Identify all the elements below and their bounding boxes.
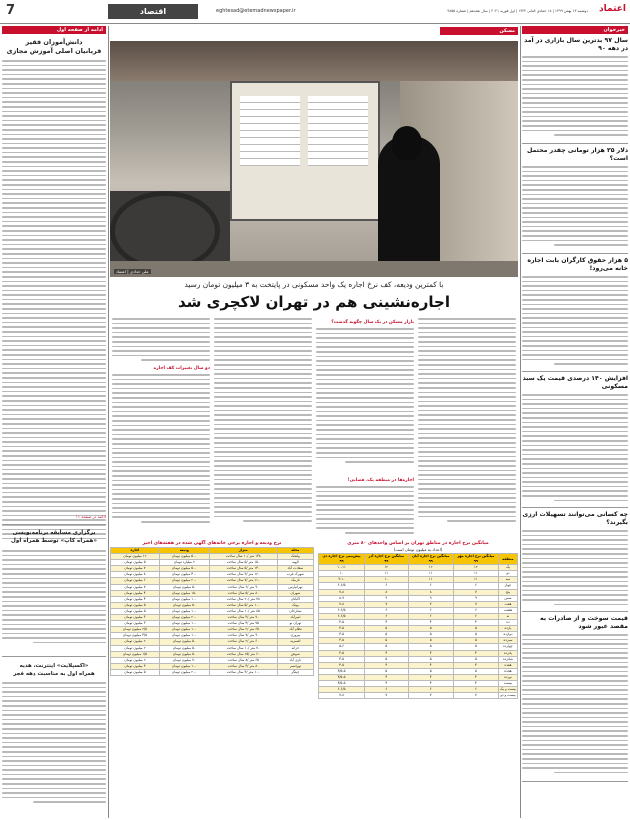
- table-cell: ۴-۵: [319, 650, 365, 656]
- table-cell: سیزده: [498, 638, 517, 644]
- table-cell: ۵: [408, 644, 453, 650]
- table-cell: ۴: [453, 680, 498, 686]
- ad-box-1-body: [2, 550, 106, 654]
- table-cell: شهران: [277, 590, 313, 596]
- table-cell: ۴: [408, 620, 453, 626]
- newspaper-logo: اعتماد: [599, 4, 626, 14]
- table-cell: ۶: [453, 687, 498, 693]
- table-cell: نه: [498, 613, 517, 619]
- table-cell: ۷-۸: [319, 589, 365, 595]
- table-cell: ۶: [408, 687, 453, 693]
- news-item-body: [522, 530, 628, 610]
- table-cell: ۴/۵-۵: [319, 668, 365, 674]
- table2: [110, 547, 314, 676]
- table-cell: ۴: [453, 620, 498, 626]
- table-cell: ۶-۶/۵: [319, 613, 365, 619]
- news-item-body: [522, 56, 628, 142]
- table-cell: ۴: [365, 674, 409, 680]
- table-cell: ۲ میلیارد تومان: [159, 560, 209, 566]
- table-cell: ۱۰۰ میلیون تومان: [159, 627, 209, 633]
- table-cell: ۵: [365, 656, 409, 662]
- table-cell: پانزده: [498, 650, 517, 656]
- table-cell: ۸-۹: [319, 595, 365, 601]
- table-cell: ۱۱: [453, 577, 498, 583]
- table-cell: ۳ میلیون تومان: [111, 621, 160, 627]
- table-cell: ۷۰ متر /۳ سال ساخت: [209, 615, 277, 621]
- table-cell: ۱۲: [453, 565, 498, 571]
- table-cell: ۱۳۸ متر /۱۰ سال ساخت: [209, 554, 277, 560]
- table-cell: بیست و یک: [499, 687, 516, 692]
- table-cell: هفت: [498, 601, 517, 607]
- table2-header: متراژ: [209, 548, 277, 554]
- left-column: [2, 26, 106, 818]
- right-column-label: خبرخوان: [522, 26, 628, 34]
- table-cell: نازی آباد: [277, 657, 313, 663]
- table-cell: بیست و دو: [500, 693, 516, 698]
- table-cell: ۲ میلیون تومان: [111, 657, 160, 663]
- table-cell: ۵: [365, 638, 409, 644]
- news-item: [522, 508, 628, 612]
- table-cell: ۵: [365, 668, 409, 674]
- table-cell: هفده: [498, 662, 517, 668]
- table-cell: ۶: [453, 613, 498, 619]
- table-cell: ۴: [408, 674, 453, 680]
- table-cell: نظام آباد: [277, 627, 313, 633]
- table-cell: افسریه: [277, 639, 313, 645]
- table-cell: ۵: [453, 638, 498, 644]
- table-cell: ۴-۵: [319, 620, 365, 626]
- news-item-title: قیمت سوخت و از صادرات به مقصد عبور شود: [539, 615, 628, 630]
- table-cell: خزانه: [277, 645, 313, 651]
- table-cell: ۱۱: [365, 571, 409, 577]
- table-cell: ۶: [453, 583, 498, 589]
- table-cell: ۶: [365, 607, 409, 613]
- table-cell: ۱۱: [453, 571, 498, 577]
- table2-title: نرخ ودیعه و اجاره برخی خانه‌های آگهی شده در هفته‌های اخیر: [142, 541, 282, 546]
- table-cell: ۳ میلیون تومان: [111, 663, 160, 669]
- ad-box-1-title-2: «همراه کاپ» توسط همراه اول: [11, 538, 97, 544]
- table-cell: ۴-۵: [319, 626, 365, 632]
- table-cell: ۷-۸: [319, 601, 365, 607]
- photo-credit: علی حدادی | اعتماد: [116, 269, 149, 274]
- table-cell: ۵۰۰ میلیون تومان: [159, 566, 209, 572]
- table-cell: ۶: [408, 607, 453, 613]
- table-cell: ۷۸ متر /۲۰ سال ساخت: [209, 596, 277, 602]
- table-cell: ۷۵ متر /۴ سال ساخت: [209, 621, 277, 627]
- table-cell: بیست: [498, 680, 517, 686]
- table-cell: ۱۰۰ میلیون تومان: [159, 663, 209, 669]
- table-cell: ۴: [453, 662, 498, 668]
- table-cell: ۶: [408, 583, 453, 589]
- table-cell: ۱۰۰ میلیون تومان: [159, 621, 209, 627]
- article-photo: [110, 41, 518, 277]
- table-cell: ۹۰ متر /۷ سال ساخت: [209, 633, 277, 639]
- table-cell: شانزده: [498, 656, 517, 662]
- table-cell: ۶: [365, 687, 409, 693]
- news-item-title: ۵ هزار حقوق کارگران بابت اجاره خانه می‌رود!: [527, 257, 628, 272]
- page-number: 7: [6, 3, 16, 18]
- table-cell: ۷: [453, 589, 498, 595]
- table-cell: ۵ میلیون تومان: [111, 602, 160, 608]
- table-cell: ۶-۶/۵: [319, 583, 365, 589]
- table-cell: ۶ میلیون تومان: [111, 578, 160, 584]
- news-item-body: [522, 276, 628, 370]
- table-cell: ۲۰۰ میلیون تومان: [159, 578, 209, 584]
- article-subhead: با کمترین ودیعه، کف نرخ اجاره یک واحد مسکونی در پایتخت به ۳ میلیون تومان رسید: [184, 280, 444, 289]
- column-rule: [520, 26, 521, 818]
- table-cell: چیتگر: [277, 669, 313, 675]
- table1-header: میانگین نرخ اجاره آذر ۹۹: [365, 554, 409, 565]
- table-cell: ۶۵ متر /۸ سال ساخت: [209, 657, 277, 663]
- table-cell: ۴: [365, 620, 409, 626]
- table-cell: ۴: [408, 680, 453, 686]
- table-cell: ۶: [408, 613, 453, 619]
- table-cell: ۸۰ متر /۵ سال ساخت: [209, 590, 277, 596]
- divider: [2, 524, 106, 525]
- table-cell: ۵ میلیون تومان: [111, 669, 160, 675]
- table-cell: تهران نو: [277, 621, 313, 627]
- table2-header: ودیعه: [159, 548, 209, 554]
- table-cell: ۵۰ میلیون تومان: [159, 645, 209, 651]
- article-column-4b: [112, 374, 210, 538]
- table-cell: ۷: [408, 601, 453, 607]
- table-cell: ۶: [365, 583, 409, 589]
- table-row: [319, 693, 518, 699]
- table-cell: ۵ میلیون تومان: [111, 608, 160, 614]
- article-column-2b: [316, 486, 414, 538]
- table-cell: ۸۵ متر /۱۰ سال ساخت: [209, 608, 277, 614]
- table2-header: محله: [277, 548, 313, 554]
- table-cell: ۴: [365, 680, 409, 686]
- table1-note: (اعداد به میلیون تومان است): [393, 547, 443, 552]
- table-cell: ۱۰۰ متر /۳ سال ساخت: [209, 669, 277, 675]
- table-cell: ۶۰ متر /۲ سال ساخت: [209, 639, 277, 645]
- table-cell: ۴: [408, 650, 453, 656]
- table-cell: ده: [498, 620, 517, 626]
- table-cell: ۷-۸: [319, 693, 365, 699]
- column-label: ادامه از صفحه اول: [2, 26, 106, 34]
- table-cell: ۲۰۰ میلیون تومان: [159, 669, 209, 675]
- table-cell: دوازده: [498, 632, 517, 638]
- table-cell: ۱۰۰ متر /۵ سال ساخت: [209, 602, 277, 608]
- table-cell: ۱/۵ میلیون تومان: [111, 651, 160, 657]
- table-cell: ۹: [365, 595, 409, 601]
- table-cell: ۱۰: [365, 577, 409, 583]
- table-cell: پونک: [277, 602, 313, 608]
- date-line: دوشنبه ۱۳ بهمن ۱۳۹۹ | ۱۸ جمادی الثانی ۱۴۴۲ | اول فوریه ۲۰۲۱ | سال هجدهم | شماره ۴۸۵۵: [447, 9, 588, 13]
- table-cell: ۴ میلیون تومان: [111, 596, 160, 602]
- article-sub-3: دو سال تغییرات کف اجاره: [153, 366, 210, 371]
- news-item: [522, 254, 628, 372]
- article-column-4: [112, 318, 210, 364]
- table-cell: ۱۲۰ متر /۳ سال ساخت: [209, 572, 277, 578]
- news-item-title: سال ۹۷ بدترین سال بازاری در آمد در دهه ۹۰: [524, 37, 628, 52]
- table-cell: ۶۵ متر /۲ سال ساخت: [209, 627, 277, 633]
- main-kicker: مسکن: [440, 27, 518, 35]
- table-cell: ۱۵۰ متر /۵ سال ساخت: [209, 560, 277, 566]
- table-cell: ۵۰ میلیون تومان: [159, 602, 209, 608]
- table-cell: شوش: [277, 651, 313, 657]
- table1: [318, 553, 518, 699]
- table-cell: ۵-۶: [319, 644, 365, 650]
- article-headline: اجاره‌نشینی هم در تهران لاکچری شد: [177, 293, 450, 311]
- table-cell: ۴/۵-۵: [319, 680, 365, 686]
- table-cell: ۱۱: [408, 571, 453, 577]
- news-item-body: [522, 166, 628, 252]
- table-cell: ۵: [365, 626, 409, 632]
- table-cell: ۹۰ متر /۶ سال ساخت: [209, 584, 277, 590]
- table1-header: میانگین نرخ اجاره آبان ۹۹: [408, 554, 453, 565]
- table-cell: ۷ میلیون تومان: [111, 584, 160, 590]
- news-item-title: افزایش ۱۴۰ درصدی قیمت یک سبد مسکونی: [522, 375, 628, 390]
- table-cell: ۵۰ میلیون تومان: [159, 584, 209, 590]
- table1-title: میانگین نرخ اجاره در مناطق تهران بر اساس واحدهای ۸۰ متری: [347, 541, 489, 546]
- table-cell: ۱۲ میلیون تومان: [111, 554, 160, 560]
- table2-header: اجاره: [111, 548, 160, 554]
- article-column-2: [316, 328, 414, 478]
- table-cell: اکباتان: [277, 596, 313, 602]
- column-rule: [108, 26, 109, 818]
- table-cell: ۴: [453, 674, 498, 680]
- table-cell: ۵ میلیون تومان: [111, 560, 160, 566]
- table-cell: سه: [498, 577, 517, 583]
- table-cell: شش: [498, 595, 517, 601]
- news-item-title: چه کسانی می‌توانند تسهیلات ارزی بگیرند؟: [522, 511, 628, 526]
- section-name: اقتصاد: [108, 4, 198, 19]
- table-cell: ۲ میلیون تومان: [111, 645, 160, 651]
- listing-table: [110, 540, 314, 818]
- table-cell: امیرآباد: [277, 615, 313, 621]
- table-cell: ۱۱۰ متر /۷ سال ساخت: [209, 578, 277, 584]
- table-cell: شهرک غرب: [277, 572, 313, 578]
- table-cell: ۵: [453, 656, 498, 662]
- table-cell: ۵: [365, 632, 409, 638]
- news-item: [522, 34, 628, 144]
- table-cell: ۵: [453, 644, 498, 650]
- ad-box-2-body: [2, 682, 106, 818]
- table-cell: ستارخان: [277, 608, 313, 614]
- divider: [2, 656, 106, 657]
- table-cell: یازده: [498, 626, 517, 632]
- table-cell: ۶۰ متر /۱۵ سال ساخت: [209, 651, 277, 657]
- table-cell: ۵: [408, 656, 453, 662]
- table-cell: تهرانپارس: [277, 584, 313, 590]
- article-sub-2: اجاره‌ها در منطقه یک، فضایی!: [347, 478, 414, 483]
- rent-average-table: [318, 540, 518, 818]
- table-cell: ۵۰ میلیون تومان: [159, 639, 209, 645]
- table-cell: ۱۴۰ متر /۵ سال ساخت: [209, 566, 277, 572]
- ad-box-2-title-2: همراه اول به مناسبت دهه فجر: [13, 671, 95, 677]
- table-cell: ۸: [408, 589, 453, 595]
- table-cell: سعادت آباد: [277, 566, 313, 572]
- table-cell: ۳ میلیون تومان: [111, 615, 160, 621]
- table-cell: ۱۲: [365, 565, 409, 571]
- table-cell: ۶: [365, 613, 409, 619]
- news-item-title: دلار ۲۵ هزار تومانی چقدر محتمل است؟: [527, 147, 628, 162]
- table-cell: ۴: [453, 650, 498, 656]
- table-cell: ۵: [408, 626, 453, 632]
- table-cell: هجده: [498, 668, 517, 674]
- table-cell: ۴-۵: [319, 656, 365, 662]
- table1-header: منطقه: [498, 554, 517, 565]
- table-cell: ۶-۶/۵: [319, 687, 365, 693]
- masthead: [0, 0, 630, 24]
- table-cell: ۷: [408, 693, 453, 699]
- table-cell: ۵: [453, 632, 498, 638]
- news-item-body: [522, 394, 628, 506]
- news-item-body: [522, 634, 628, 780]
- table-cell: ۵۰۰ میلیون تومان: [159, 554, 209, 560]
- ad-box-1-title-1: برگزاری مسابقه برنامه‌نویسی: [12, 530, 96, 536]
- table1-header: میانگین نرخ اجاره مهر ۹۹: [453, 554, 498, 565]
- table-cell: ۷: [453, 601, 498, 607]
- left-article-body: [2, 60, 106, 540]
- table-cell: ۱۱: [408, 577, 453, 583]
- article-column-1: [418, 318, 516, 538]
- left-headline-1: دانش‌آموزان فقیر: [25, 38, 83, 46]
- article-sub-1: بازار مسکن در یک سال چگونه گذشت؟: [331, 320, 414, 325]
- table-cell: ۱۰-۱۱: [319, 565, 365, 571]
- email: eghtesad@etemadnewspaper.ir: [216, 8, 296, 14]
- table-cell: یک: [498, 565, 517, 571]
- table-cell: ۵: [408, 668, 453, 674]
- table-cell: ۱۰۰ میلیون تومان: [159, 596, 209, 602]
- table-cell: ۵: [453, 626, 498, 632]
- table-cell: ۵: [453, 668, 498, 674]
- table-cell: پنج: [498, 589, 517, 595]
- table-cell: ۹-۱۰: [319, 577, 365, 583]
- table-cell: ۵: [365, 644, 409, 650]
- table-cell: ۹: [408, 595, 453, 601]
- table-cell: دو: [498, 571, 517, 577]
- table-cell: هشت: [498, 607, 517, 613]
- table-cell: ۱۰۰ میلیون تومان: [159, 608, 209, 614]
- table-cell: چهار: [498, 583, 517, 589]
- table-cell: ۴/۵-۵: [319, 674, 365, 680]
- table-cell: نوزده: [498, 674, 517, 680]
- table-cell: ولنجک: [277, 554, 313, 560]
- table-cell: ۱۲: [408, 565, 453, 571]
- table-cell: ۲/۵ میلیون تومان: [111, 627, 160, 633]
- news-item: [522, 144, 628, 254]
- table-cell: ۱۵۰ میلیون تومان: [159, 590, 209, 596]
- right-column: [522, 26, 628, 818]
- table-cell: ۵: [408, 638, 453, 644]
- table-cell: ۸: [365, 589, 409, 595]
- table-cell: ۷: [365, 693, 409, 699]
- table-row: [111, 669, 314, 675]
- table-cell: ۹: [453, 595, 498, 601]
- table-cell: ۷ میلیون تومان: [111, 566, 160, 572]
- table-cell: ۴-۵: [319, 632, 365, 638]
- table-cell: ۸۰ متر /۴ سال ساخت: [209, 663, 277, 669]
- left-headline-2: قربانیان اصلی آموزش مجازی: [6, 47, 102, 55]
- table-cell: نارمک: [277, 578, 313, 584]
- table-cell: ۲ میلیون تومان: [111, 639, 160, 645]
- table-cell: ۷: [365, 601, 409, 607]
- table-cell: ۷۰ متر /۱۰ سال ساخت: [209, 645, 277, 651]
- table-cell: ۴: [408, 662, 453, 668]
- table1-header: پیش‌بینی نرخ اجاره دی ۹۹: [319, 554, 365, 565]
- table-cell: ۴-۵: [319, 662, 365, 668]
- table-cell: ۶: [453, 607, 498, 613]
- table-cell: ۴-۵: [319, 638, 365, 644]
- table-cell: پیروزی: [277, 633, 313, 639]
- table-cell: ۲۰۰ میلیون تومان: [159, 615, 209, 621]
- table-cell: الهیه: [277, 560, 313, 566]
- table-cell: ۷۰ میلیون تومان: [159, 657, 209, 663]
- table-cell: ۸ میلیون تومان: [111, 572, 160, 578]
- table-cell: ۴۰۰ میلیون تومان: [159, 572, 209, 578]
- table-cell: ۴: [365, 662, 409, 668]
- table-cell: ۷: [453, 693, 498, 699]
- table-cell: ۱۰: [319, 571, 365, 577]
- table-cell: ۳/۵ میلیون تومان: [111, 633, 160, 639]
- article-column-3: [214, 318, 312, 538]
- ad-box-2-title-1: «اکسپلایت» اینترنت، هدیه: [19, 663, 89, 669]
- table-cell: ۵۰ میلیون تومان: [159, 651, 209, 657]
- table-cell: ۱۰۰ میلیون تومان: [159, 633, 209, 639]
- table-cell: تهرانسر: [277, 663, 313, 669]
- table-cell: ۶-۶/۵: [319, 607, 365, 613]
- news-item: [522, 372, 628, 508]
- table-cell: ۴: [365, 650, 409, 656]
- table-cell: چهارده: [498, 644, 517, 650]
- table-cell: ۵: [408, 632, 453, 638]
- continued-note: ادامه در صفحه ۱۱: [75, 514, 106, 519]
- table-cell: ۴ میلیون تومان: [111, 590, 160, 596]
- news-item: [522, 612, 628, 782]
